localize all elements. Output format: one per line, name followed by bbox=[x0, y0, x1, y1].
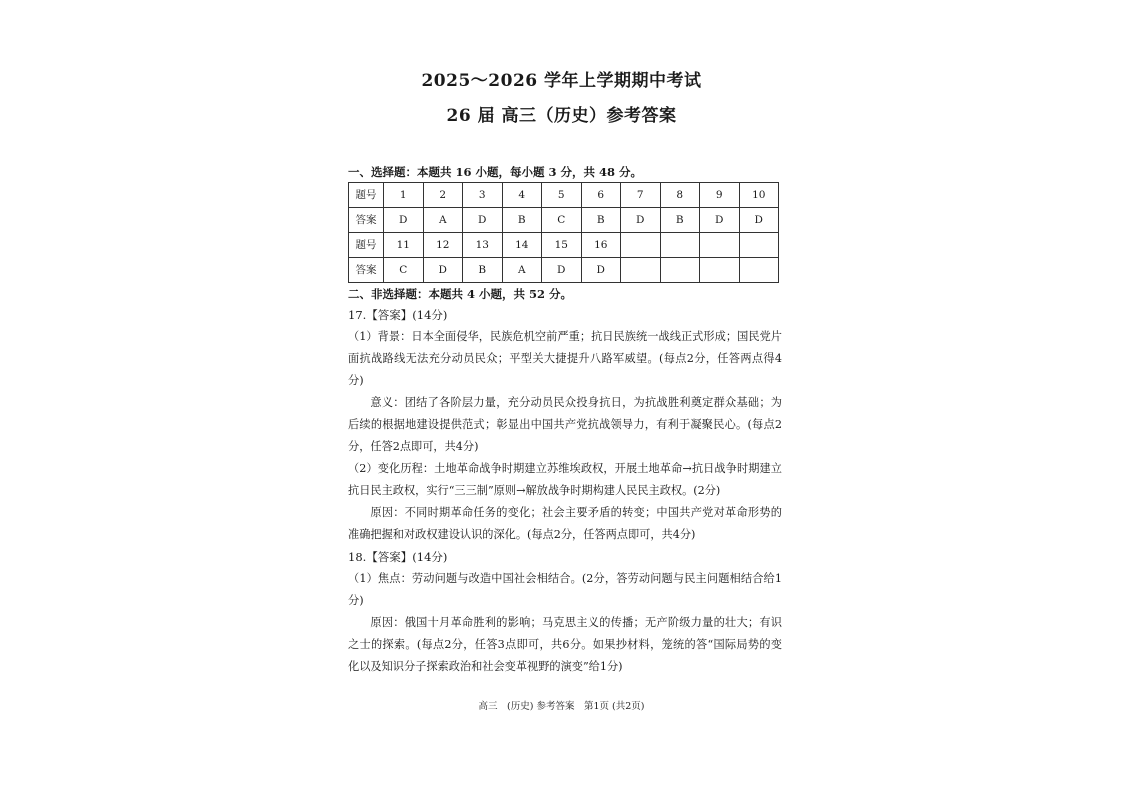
table-cell: 15 bbox=[542, 233, 582, 258]
table-cell: 题号 bbox=[349, 233, 384, 258]
table-cell: D bbox=[739, 208, 779, 233]
table-cell: C bbox=[384, 258, 424, 283]
page-footer: 高三 (历史) 参考答案 第1页 (共2页) bbox=[478, 701, 645, 712]
table-cell: D bbox=[384, 208, 424, 233]
table-cell: 8 bbox=[660, 183, 700, 208]
table-cell: 16 bbox=[581, 233, 621, 258]
table-cell bbox=[739, 258, 779, 283]
table-cell bbox=[739, 233, 779, 258]
table-cell: 7 bbox=[621, 183, 661, 208]
table-cell: 9 bbox=[700, 183, 740, 208]
exam-subtitle: 26 届 高三（历史）参考答案 bbox=[446, 106, 677, 126]
table-cell: A bbox=[502, 258, 542, 283]
table-cell: B bbox=[581, 208, 621, 233]
question-17-heading: 17.【答案】(14分) bbox=[348, 308, 448, 322]
exam-title: 2025～2026 学年上学期期中考试 bbox=[421, 71, 702, 91]
table-cell: D bbox=[621, 208, 661, 233]
table-row bbox=[349, 183, 779, 208]
table-row bbox=[349, 208, 779, 233]
table-cell: 3 bbox=[463, 183, 503, 208]
question-17-part2-process: （2）变化历程：土地革命战争时期建立苏维埃政权，开展土地革命→抗日战争时期建立抗日民主政权，实行“三三制”原则→解放战争时期构建人民民主政权。(2分) bbox=[348, 462, 782, 497]
table-cell: 答案 bbox=[349, 208, 384, 233]
table-cell bbox=[700, 258, 740, 283]
table-cell: 题号 bbox=[349, 183, 384, 208]
table-cell: 1 bbox=[384, 183, 424, 208]
table-cell: 12 bbox=[423, 233, 463, 258]
table-cell: B bbox=[502, 208, 542, 233]
table-cell bbox=[621, 258, 661, 283]
table-row bbox=[349, 233, 779, 258]
question-18-part1-reasons: 原因：俄国十月革命胜利的影响；马克思主义的传播；无产阶级力量的壮大；有识之士的探索。(每点2分，任答3点即可，共6分。如果抄材料，笼统的答“国际局势的变化以及知识分子探索政治和社会变革视野的演变”给1分) bbox=[348, 616, 782, 673]
table-cell bbox=[621, 233, 661, 258]
table-cell: C bbox=[542, 208, 582, 233]
table-cell: 10 bbox=[739, 183, 779, 208]
answer-content bbox=[348, 162, 782, 678]
table-cell: 13 bbox=[463, 233, 503, 258]
table-cell bbox=[660, 258, 700, 283]
table-cell bbox=[660, 233, 700, 258]
table-cell: D bbox=[423, 258, 463, 283]
question-18-heading: 18.【答案】(14分) bbox=[348, 550, 448, 564]
table-cell: D bbox=[581, 258, 621, 283]
question-17-part2-reasons: 原因：不同时期革命任务的变化；社会主要矛盾的转变；中国共产党对革命形势的准确把握和对政权建设认识的深化。(每点2分，任答两点即可，共4分) bbox=[348, 506, 782, 541]
table-cell: D bbox=[542, 258, 582, 283]
table-cell: 6 bbox=[581, 183, 621, 208]
question-17-part1-background: （1）背景：日本全面侵华，民族危机空前严重；抗日民族统一战线正式形成；国民党片面抗战路线无法充分动员民众；平型关大捷提升八路军威望。(每点2分，任答两点得4分) bbox=[348, 330, 782, 387]
table-cell: B bbox=[463, 258, 503, 283]
section2-heading: 二、非选择题：本题共 4 小题，共 52 分。 bbox=[348, 287, 573, 301]
table-cell: B bbox=[660, 208, 700, 233]
table-cell: 14 bbox=[502, 233, 542, 258]
table-row bbox=[349, 258, 779, 283]
table-cell: 答案 bbox=[349, 258, 384, 283]
table-cell: D bbox=[463, 208, 503, 233]
section1-heading: 一、选择题：本题共 16 小题，每小题 3 分，共 48 分。 bbox=[348, 165, 643, 179]
table-cell: D bbox=[700, 208, 740, 233]
question-18-part1-focus: （1）焦点：劳动问题与改造中国社会相结合。(2分，答劳动问题与民主问题相结合给1分) bbox=[348, 572, 782, 607]
table-cell: 4 bbox=[502, 183, 542, 208]
table-cell bbox=[700, 233, 740, 258]
table-cell: 5 bbox=[542, 183, 582, 208]
table-cell: A bbox=[423, 208, 463, 233]
table-cell: 11 bbox=[384, 233, 424, 258]
multiple-choice-answer-table bbox=[348, 182, 779, 283]
table-cell: 2 bbox=[423, 183, 463, 208]
question-17-part1-significance: 意义：团结了各阶层力量，充分动员民众投身抗日，为抗战胜利奠定群众基础；为后续的根据地建设提供范式；彰显出中国共产党抗战领导力，有利于凝聚民心。(每点2分，任答2点即可，共4分) bbox=[348, 396, 782, 453]
